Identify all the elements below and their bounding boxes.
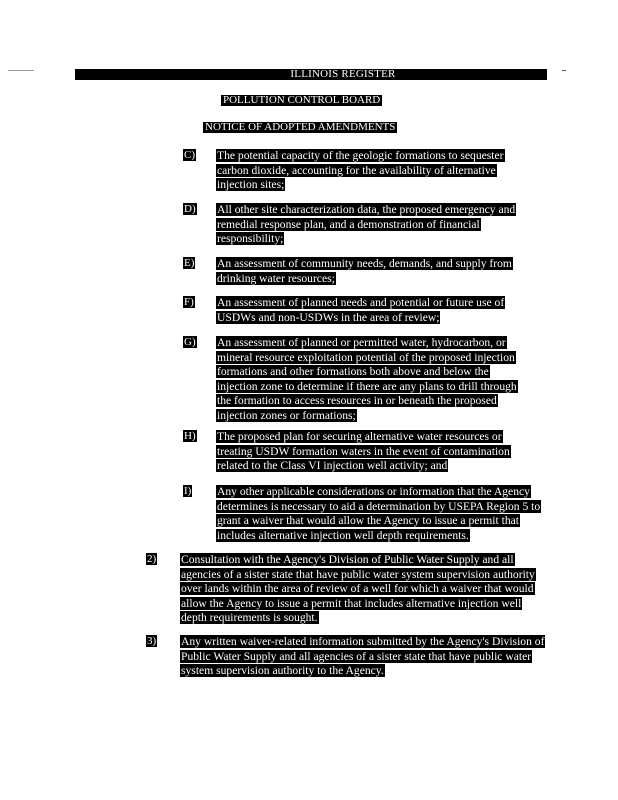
item-text: Consultation with the Agency's Division of Public Water Supply and all agencies of a sister state that have public water system supervision authority over lands within the area of review of a well for which a waiver that would allow the Agency to issue a permit that includes alternative injection well depth requirements is sought.: [181, 553, 535, 625]
notice-heading: NOTICE OF ADOPTED AMENDMENTS: [205, 121, 396, 133]
item-text: The proposed plan for securing alternative water resources or treating USDW formation waters in the event of contamination related to the Class VI injection well activity; and: [217, 430, 510, 473]
item-marker: C): [184, 149, 195, 161]
page-number: 8: [537, 68, 543, 80]
item-marker: D): [184, 203, 196, 215]
item-marker: H): [184, 430, 196, 442]
register-title: ILLINOIS REGISTER: [290, 68, 396, 80]
item-text: The potential capacity of the geologic formations to sequester carbon dioxide, accounting for the availability of alternative injection sites;: [217, 149, 504, 192]
item-marker: F): [184, 296, 194, 308]
item-text: Any other applicable considerations or information that the Agency determines is necessary to aid a determination by USEPA Region 5 to grant a waiver that would allow the Agency to issue a permit that includes alternative injection well depth requirements.: [217, 485, 541, 542]
item-marker: I): [184, 485, 192, 497]
item-marker: G): [184, 336, 196, 348]
item-marker: 2): [147, 553, 157, 565]
register-header: [75, 69, 547, 80]
item-text: An assessment of planned or permitted water, hydrocarbon, or mineral resource exploitation potential of the proposed injection formations and other formations both above and below the injection zone to determine if there are any plans to drill through the formation to access resources in or beneath the proposed injection zones or formations;: [217, 336, 517, 422]
item-marker: 3): [147, 635, 157, 647]
item-text: Any written waiver-related information submitted by the Agency's Division of Public Water Supply and all agencies of a sister state that have public water system supervision authority to the Agency.: [181, 635, 545, 678]
agency-heading: POLLUTION CONTROL BOARD: [223, 94, 381, 106]
scan-artifact-right: [562, 70, 566, 71]
item-text: All other site characterization data, the proposed emergency and remedial response plan, and a demonstration of financial responsibility;: [217, 203, 516, 246]
scan-artifact-left: [8, 70, 34, 71]
item-text: An assessment of community needs, demands, and supply from drinking water resources;: [217, 257, 512, 285]
item-marker: E): [184, 257, 195, 269]
item-text: An assessment of planned needs and potential or future use of USDWs and non-USDWs in the area of review;: [217, 296, 505, 324]
